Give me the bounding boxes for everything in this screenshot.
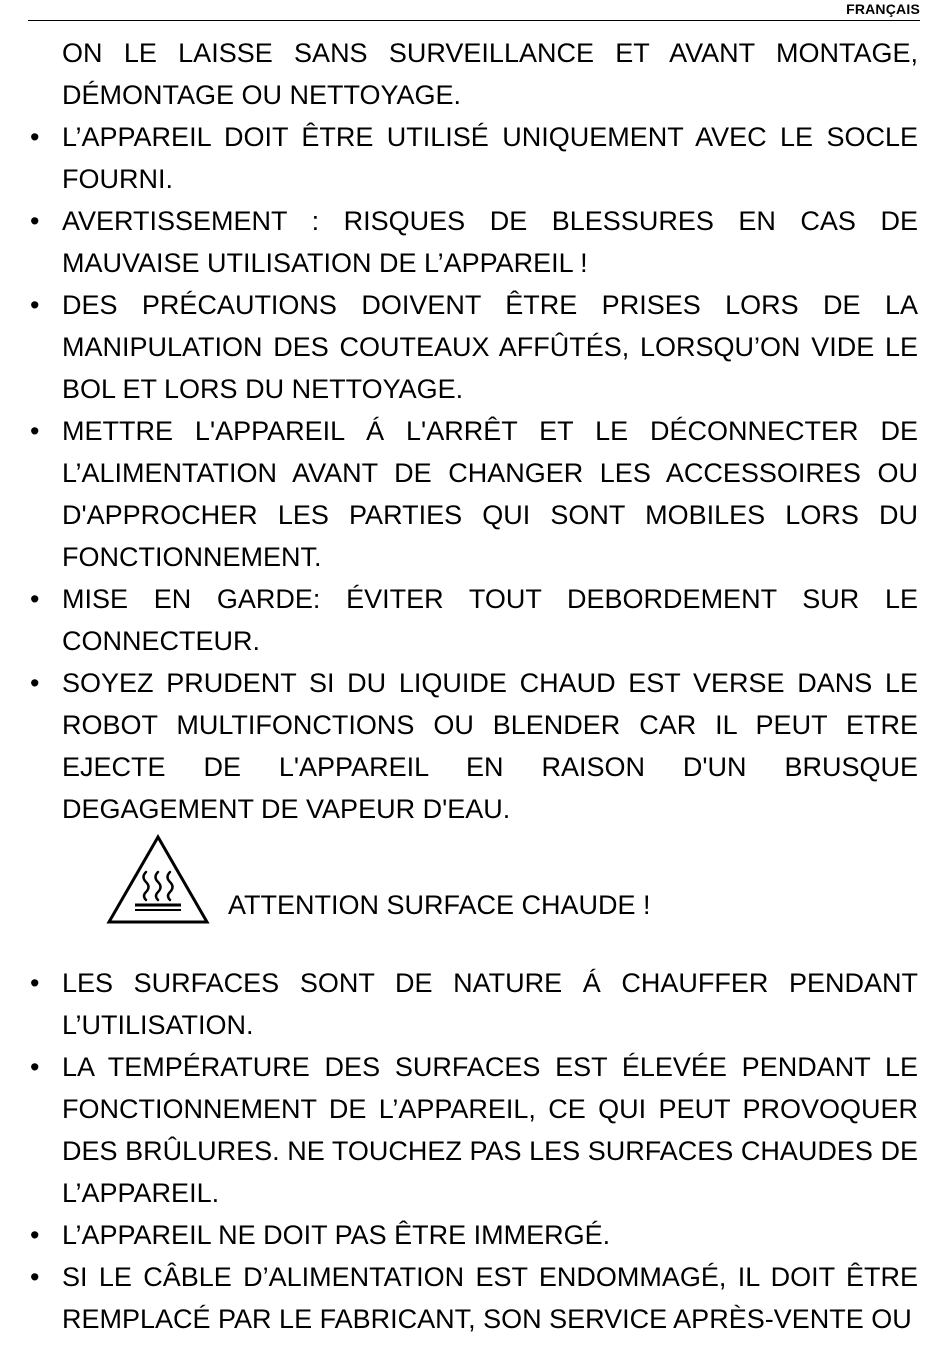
list-item-text: METTRE L'APPAREIL Á L'ARRÊT ET LE DÉCONNECTER DE L’ALIMENTATION AVANT DE CHANGER LES ACCESSOIRES OU D'APPROCHER LES PARTIES QUI SONT MOBILES LORS DU FONCTIONNEMENT. bbox=[62, 416, 918, 572]
list-item bbox=[30, 962, 918, 1046]
list-item bbox=[30, 410, 918, 578]
bullet-icon: • bbox=[30, 1262, 40, 1292]
hot-surface-warning-icon bbox=[106, 834, 210, 926]
bullet-icon: • bbox=[30, 1052, 40, 1082]
list-item bbox=[30, 1256, 918, 1340]
continuation-text: ON LE LAISSE SANS SURVEILLANCE ET AVANT MONTAGE, DÉMONTAGE OU NETTOYAGE. bbox=[62, 38, 918, 110]
bullet-icon: • bbox=[30, 584, 40, 614]
hot-surface-warning bbox=[30, 830, 918, 962]
list-item bbox=[30, 200, 918, 284]
page-header-language: FRANÇAIS bbox=[846, 1, 920, 17]
header-divider bbox=[28, 20, 920, 21]
bullet-icon: • bbox=[30, 416, 40, 446]
bullet-icon: • bbox=[30, 290, 40, 320]
list-item bbox=[30, 284, 918, 410]
list-item-text: DES PRÉCAUTIONS DOIVENT ÊTRE PRISES LORS DE LA MANIPULATION DES COUTEAUX AFFÛTÉS, LORSQU’ON VIDE LE BOL ET LORS DU NETTOYAGE. bbox=[62, 290, 918, 404]
list-item-text: LES SURFACES SONT DE NATURE Á CHAUFFER PENDANT L’UTILISATION. bbox=[62, 968, 918, 1040]
list-item-text: SI LE CÂBLE D’ALIMENTATION EST ENDOMMAGÉ, IL DOIT ÊTRE REMPLACÉ PAR LE FABRICANT, SON SERVICE APRÈS-VENTE OU bbox=[62, 1262, 918, 1334]
bullet-icon: • bbox=[30, 968, 40, 998]
bullet-icon: • bbox=[30, 668, 40, 698]
continuation-paragraph bbox=[30, 32, 918, 116]
list-item-text: L’APPAREIL DOIT ÊTRE UTILISÉ UNIQUEMENT AVEC LE SOCLE FOURNI. bbox=[62, 122, 918, 194]
list-item-text: AVERTISSEMENT : RISQUES DE BLESSURES EN CAS DE MAUVAISE UTILISATION DE L’APPAREIL ! bbox=[62, 206, 918, 278]
list-item bbox=[30, 578, 918, 662]
list-item bbox=[30, 116, 918, 200]
list-item-text: LA TEMPÉRATURE DES SURFACES EST ÉLEVÉE PENDANT LE FONCTIONNEMENT DE L’APPAREIL, CE QUI PEUT PROVOQUER DES BRÛLURES. NE TOUCHEZ PAS LES SURFACES CHAUDES DE L’APPAREIL. bbox=[62, 1052, 918, 1208]
bullet-icon: • bbox=[30, 122, 40, 152]
list-item bbox=[30, 1214, 918, 1256]
list-item bbox=[30, 1046, 918, 1214]
list-item bbox=[30, 662, 918, 830]
list-item-text: SOYEZ PRUDENT SI DU LIQUIDE CHAUD EST VERSE DANS LE ROBOT MULTIFONCTIONS OU BLENDER CAR IL PEUT ETRE EJECTE DE L'APPAREIL EN RAISON D'UN BRUSQUE DEGAGEMENT DE VAPEUR D'EAU. bbox=[62, 668, 918, 824]
list-item-text: L’APPAREIL NE DOIT PAS ÊTRE IMMERGÉ. bbox=[62, 1220, 611, 1250]
bullet-icon: • bbox=[30, 206, 40, 236]
list-item-text: MISE EN GARDE: ÉVITER TOUT DEBORDEMENT SUR LE CONNECTEUR. bbox=[62, 584, 918, 656]
safety-instructions bbox=[30, 32, 918, 1340]
hot-surface-warning-text: ATTENTION SURFACE CHAUDE ! bbox=[228, 890, 651, 920]
bullet-icon: • bbox=[30, 1220, 40, 1250]
